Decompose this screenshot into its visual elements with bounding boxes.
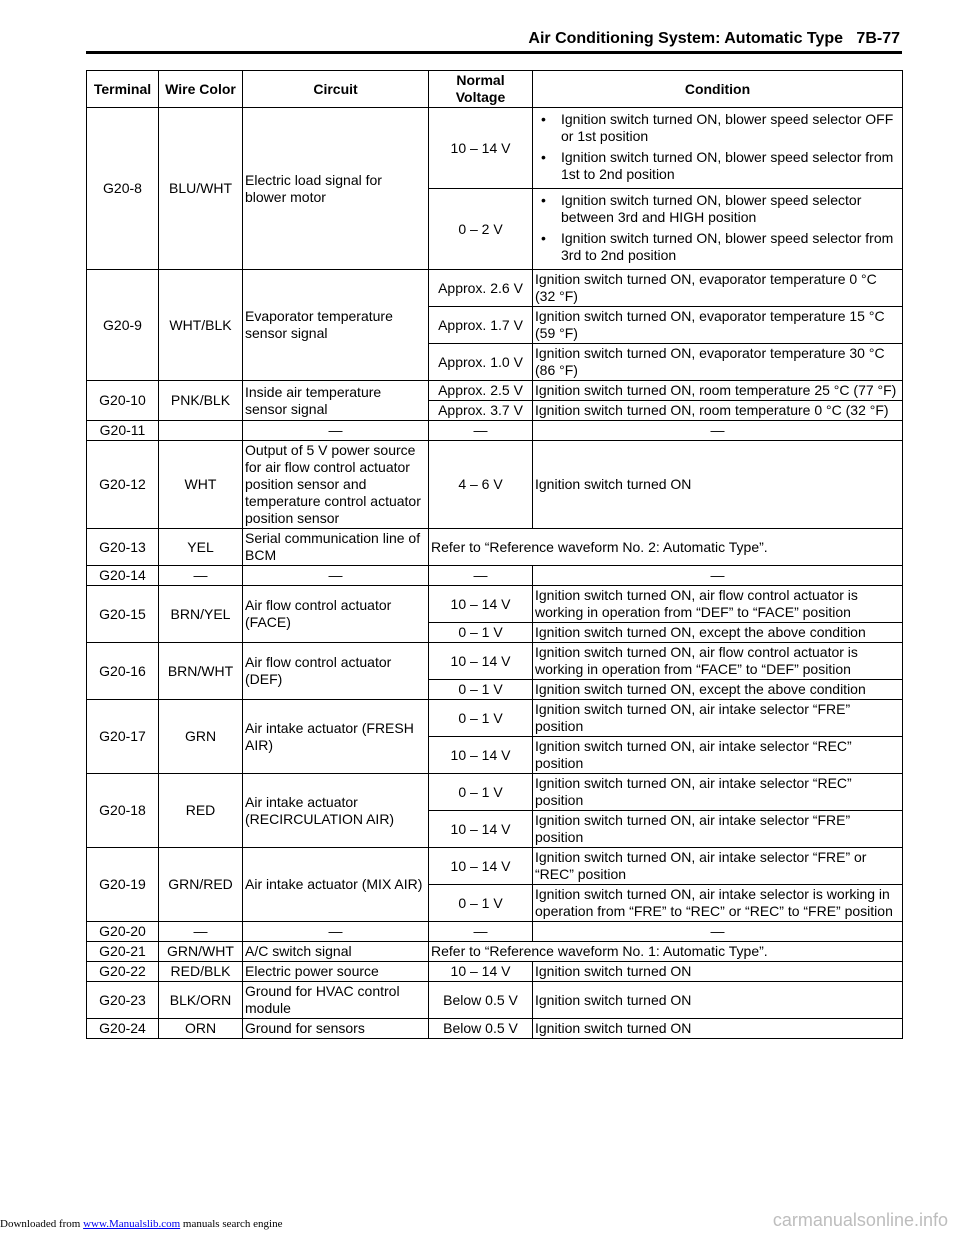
wire-cell: GRN (159, 700, 243, 774)
condition-cell: Refer to “Reference waveform No. 2: Automatic Type”. (429, 529, 903, 566)
condition-bullet: • Ignition switch turned ON, blower speed selector from 1st to 2nd position (553, 149, 900, 183)
voltage-cell: Approx. 3.7 V (429, 401, 533, 421)
wire-cell: WHT/BLK (159, 270, 243, 381)
col-normal-voltage: Normal Voltage (429, 71, 533, 108)
terminal-cell: G20-12 (87, 441, 159, 529)
terminal-cell: G20-14 (87, 566, 159, 586)
terminal-cell: G20-11 (87, 421, 159, 441)
voltage-cell: Approx. 2.6 V (429, 270, 533, 307)
wire-cell: GRN/WHT (159, 942, 243, 962)
terminal-cell: G20-13 (87, 529, 159, 566)
condition-cell: — (533, 421, 903, 441)
terminal-cell: G20-10 (87, 381, 159, 421)
condition-cell: Ignition switch turned ON, air intake selector “REC” position (533, 774, 903, 811)
circuit-cell: Air flow control actuator (DEF) (243, 643, 429, 700)
table-row (87, 922, 903, 942)
col-condition: Condition (533, 71, 903, 108)
terminal-cell: G20-21 (87, 942, 159, 962)
voltage-cell: 0 – 1 V (429, 774, 533, 811)
wire-cell (159, 421, 243, 441)
voltage-cell: Approx. 2.5 V (429, 381, 533, 401)
voltage-cell: 0 – 1 V (429, 885, 533, 922)
voltage-cell: 10 – 14 V (429, 848, 533, 885)
wire-cell: ORN (159, 1019, 243, 1039)
condition-cell: Ignition switch turned ON, evaporator temperature 30 °C (86 °F) (533, 344, 903, 381)
wire-cell: WHT (159, 441, 243, 529)
circuit-cell: Evaporator temperature sensor signal (243, 270, 429, 381)
header-rule (86, 51, 902, 54)
table-row (87, 1019, 903, 1039)
voltage-cell: 4 – 6 V (429, 441, 533, 529)
condition-cell: Ignition switch turned ON, air intake selector is working in operation from “FRE” to “REC” or “REC” to “FRE” position (533, 885, 903, 922)
circuit-cell: — (243, 922, 429, 942)
condition-cell: — (533, 922, 903, 942)
table-row (87, 586, 903, 623)
circuit-cell: Air intake actuator (RECIRCULATION AIR) (243, 774, 429, 848)
voltage-cell: Below 0.5 V (429, 1019, 533, 1039)
page-number: 7B-77 (856, 30, 900, 47)
condition-cell: Ignition switch turned ON (533, 982, 903, 1019)
terminal-cell: G20-18 (87, 774, 159, 848)
circuit-cell: — (243, 566, 429, 586)
terminal-cell: G20-19 (87, 848, 159, 922)
circuit-cell: Air flow control actuator (FACE) (243, 586, 429, 643)
table-row (87, 643, 903, 680)
condition-cell: Ignition switch turned ON (533, 962, 903, 982)
page-title: Air Conditioning System: Automatic Type (528, 30, 844, 47)
col-wire-color: Wire Color (159, 71, 243, 108)
condition-cell (533, 189, 903, 270)
table-row (87, 441, 903, 529)
voltage-cell: Below 0.5 V (429, 982, 533, 1019)
wire-cell: RED/BLK (159, 962, 243, 982)
col-terminal: Terminal (87, 71, 159, 108)
circuit-cell: — (243, 421, 429, 441)
table-row (87, 962, 903, 982)
download-footer (0, 1218, 282, 1230)
table-row (87, 421, 903, 441)
condition-cell (533, 108, 903, 189)
terminal-cell: G20-8 (87, 108, 159, 270)
voltage-cell: — (429, 922, 533, 942)
voltage-cell: 10 – 14 V (429, 962, 533, 982)
voltage-cell: 10 – 14 V (429, 737, 533, 774)
voltage-cell: — (429, 421, 533, 441)
condition-cell: Ignition switch turned ON, except the above condition (533, 680, 903, 700)
voltage-cell: 10 – 14 V (429, 108, 533, 189)
circuit-cell: Ground for sensors (243, 1019, 429, 1039)
condition-cell: Ignition switch turned ON, air intake selector “REC” position (533, 737, 903, 774)
manualslib-link[interactable]: www.Manualslib.com (83, 1218, 181, 1230)
table-row (87, 700, 903, 737)
condition-cell: Ignition switch turned ON, evaporator temperature 15 °C (59 °F) (533, 307, 903, 344)
footer-suffix: manuals search engine (182, 1218, 283, 1230)
circuit-cell: Inside air temperature sensor signal (243, 381, 429, 421)
voltage-cell: Approx. 1.7 V (429, 307, 533, 344)
table-row (87, 942, 903, 962)
wire-cell: GRN/RED (159, 848, 243, 922)
wire-cell: BRN/YEL (159, 586, 243, 643)
voltage-cell: 0 – 2 V (429, 189, 533, 270)
condition-cell: Ignition switch turned ON, evaporator temperature 0 °C (32 °F) (533, 270, 903, 307)
table-row (87, 848, 903, 885)
condition-cell: Ignition switch turned ON, air intake selector “FRE” or “REC” position (533, 848, 903, 885)
wire-cell: YEL (159, 529, 243, 566)
circuit-cell: Output of 5 V power source for air flow control actuator position sensor and temperature control actuator position sensor (243, 441, 429, 529)
watermark: carmanualsonline.info (772, 1210, 948, 1230)
circuit-cell: Air intake actuator (MIX AIR) (243, 848, 429, 922)
circuit-cell: A/C switch signal (243, 942, 429, 962)
wire-cell: BLU/WHT (159, 108, 243, 270)
condition-cell: Ignition switch turned ON, air intake selector “FRE” position (533, 700, 903, 737)
voltage-cell: 10 – 14 V (429, 811, 533, 848)
circuit-cell: Electric power source (243, 962, 429, 982)
terminal-cell: G20-20 (87, 922, 159, 942)
table-row (87, 270, 903, 307)
terminal-cell: G20-15 (87, 586, 159, 643)
footer-prefix: Downloaded from (0, 1218, 81, 1230)
circuit-cell: Electric load signal for blower motor (243, 108, 429, 270)
condition-cell: Ignition switch turned ON, air intake selector “FRE” position (533, 811, 903, 848)
terminal-cell: G20-17 (87, 700, 159, 774)
table-row (87, 774, 903, 811)
condition-cell: Ignition switch turned ON, air flow control actuator is working in operation from “FACE” to “DEF” position (533, 643, 903, 680)
wire-cell: PNK/BLK (159, 381, 243, 421)
col-circuit: Circuit (243, 71, 429, 108)
voltage-cell: 10 – 14 V (429, 586, 533, 623)
table-row (87, 108, 903, 189)
table-header-row (87, 71, 903, 108)
table-row (87, 566, 903, 586)
condition-cell: Ignition switch turned ON, room temperature 0 °C (32 °F) (533, 401, 903, 421)
page-header (528, 30, 900, 48)
condition-bullet: • Ignition switch turned ON, blower speed selector from 3rd to 2nd position (553, 230, 900, 264)
voltage-cell: 0 – 1 V (429, 700, 533, 737)
terminal-cell: G20-22 (87, 962, 159, 982)
voltage-cell: 10 – 14 V (429, 643, 533, 680)
wire-cell: BLK/ORN (159, 982, 243, 1019)
terminal-cell: G20-23 (87, 982, 159, 1019)
table-row (87, 529, 903, 566)
condition-bullet: • Ignition switch turned ON, blower speed selector OFF or 1st position (553, 111, 900, 145)
circuit-cell: Ground for HVAC control module (243, 982, 429, 1019)
terminal-cell: G20-9 (87, 270, 159, 381)
condition-cell: Ignition switch turned ON, room temperature 25 °C (77 °F) (533, 381, 903, 401)
circuit-cell: Serial communication line of BCM (243, 529, 429, 566)
condition-cell: Refer to “Reference waveform No. 1: Automatic Type”. (429, 942, 903, 962)
terminal-cell: G20-24 (87, 1019, 159, 1039)
table-row (87, 381, 903, 401)
wire-cell: — (159, 922, 243, 942)
terminal-table (86, 70, 903, 1039)
condition-cell: Ignition switch turned ON (533, 441, 903, 529)
condition-cell: Ignition switch turned ON (533, 1019, 903, 1039)
condition-bullet: • Ignition switch turned ON, blower speed selector between 3rd and HIGH position (553, 192, 900, 226)
condition-cell: Ignition switch turned ON, air flow control actuator is working in operation from “DEF” to “FACE” position (533, 586, 903, 623)
wire-cell: BRN/WHT (159, 643, 243, 700)
voltage-cell: 0 – 1 V (429, 623, 533, 643)
voltage-cell: — (429, 566, 533, 586)
terminal-cell: G20-16 (87, 643, 159, 700)
wire-cell: — (159, 566, 243, 586)
condition-cell: Ignition switch turned ON, except the above condition (533, 623, 903, 643)
condition-cell: — (533, 566, 903, 586)
voltage-cell: 0 – 1 V (429, 680, 533, 700)
voltage-cell: Approx. 1.0 V (429, 344, 533, 381)
wire-cell: RED (159, 774, 243, 848)
table-row (87, 982, 903, 1019)
circuit-cell: Air intake actuator (FRESH AIR) (243, 700, 429, 774)
